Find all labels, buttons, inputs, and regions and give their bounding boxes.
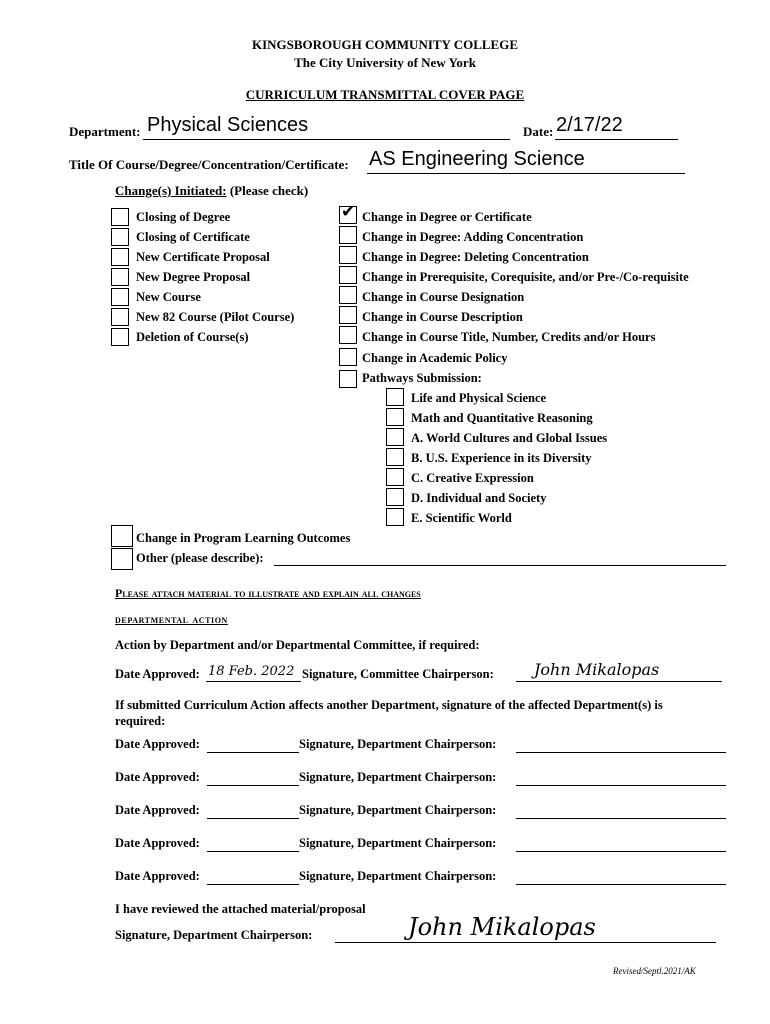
checkbox-adding-concentration[interactable] (339, 226, 357, 244)
approval-date-label: Date Approved: (115, 803, 200, 817)
option-label: A. World Cultures and Global Issues (411, 431, 608, 445)
option-label: Change in Course Description (362, 310, 523, 324)
approval-date-line[interactable] (207, 752, 299, 753)
committee-signature: John Mikalopas (534, 660, 660, 679)
committee-date-label: Date Approved: (115, 667, 200, 681)
other-description-line[interactable] (274, 565, 726, 566)
checkbox-pathway-scientific-world[interactable] (386, 508, 404, 526)
checkbox-pathway-creative[interactable] (386, 468, 404, 486)
checkbox-pathway-world-cultures[interactable] (386, 428, 404, 446)
affected-text-line1: If submitted Curriculum Action affects another Department, signature of the affected Department(s) is (115, 698, 663, 712)
review-signature: John Mikalopas (408, 913, 596, 941)
option-label: Closing of Certificate (136, 230, 250, 244)
checkbox-pathway-us-experience[interactable] (386, 448, 404, 466)
approval-signature-line[interactable] (516, 818, 726, 819)
checkbox-new-course[interactable] (111, 288, 129, 306)
checkbox-pathways-submission[interactable] (339, 370, 357, 388)
departmental-action-line: Action by Department and/or Departmental Committee, if required: (115, 638, 480, 652)
approval-signature-label: Signature, Department Chairperson: (299, 803, 497, 817)
learning-outcomes-label: Change in Program Learning Outcomes (136, 531, 351, 545)
checkbox-learning-outcomes[interactable] (111, 525, 133, 547)
attach-material-note: Please attach material to illustrate and explain all changes (115, 586, 421, 600)
option-label: Change in Prerequisite, Corequisite, and/or Pre-/Co-requisite (362, 270, 689, 284)
checkbox-new-degree[interactable] (111, 268, 129, 286)
checkbox-change-prerequisite[interactable] (339, 266, 357, 284)
checkbox-pathway-life-physical[interactable] (386, 388, 404, 406)
page-title: CURRICULUM TRANSMITTAL COVER PAGE (245, 87, 525, 102)
approval-signature-line[interactable] (516, 851, 726, 852)
department-label: Department: (69, 124, 141, 139)
checkbox-change-academic-policy[interactable] (339, 348, 357, 366)
changes-heading-underlined: Change(s) Initiated: (115, 183, 227, 198)
committee-signature-label: Signature, Committee Chairperson: (302, 667, 494, 681)
option-label: Change in Academic Policy (362, 351, 508, 365)
approval-date-line[interactable] (207, 785, 299, 786)
approval-date-label: Date Approved: (115, 869, 200, 883)
option-label: Pathways Submission: (362, 371, 482, 385)
option-label: E. Scientific World (411, 511, 512, 525)
checkbox-change-description[interactable] (339, 306, 357, 324)
checkbox-pathway-math[interactable] (386, 408, 404, 426)
option-label: Closing of Degree (136, 210, 231, 224)
other-label: Other (please describe): (136, 551, 264, 565)
option-label: D. Individual and Society (411, 491, 547, 505)
option-label: New Course (136, 290, 201, 304)
option-label: Change in Course Designation (362, 290, 525, 304)
departmental-action-heading: departmental action (115, 612, 228, 626)
option-label: C. Creative Expression (411, 471, 534, 485)
revision-footer: Revised/Septl.2021/AK (613, 966, 696, 976)
option-label: New Degree Proposal (136, 270, 251, 284)
option-label: Life and Physical Science (411, 391, 547, 405)
approval-date-label: Date Approved: (115, 836, 200, 850)
university-name: The City University of New York (294, 55, 476, 70)
approval-date-label: Date Approved: (115, 737, 200, 751)
date-value[interactable]: 2/17/22 (556, 114, 623, 136)
checkbox-closing-degree[interactable] (111, 208, 129, 226)
review-statement: I have reviewed the attached material/proposal (115, 902, 366, 916)
committee-signature-line (516, 681, 722, 682)
department-value[interactable]: Physical Sciences (147, 114, 309, 136)
approval-date-line[interactable] (207, 884, 299, 885)
option-label: Change in Degree or Certificate (362, 210, 532, 224)
affected-text-line2: required: (115, 714, 166, 728)
option-label: Change in Course Title, Number, Credits and/or Hours (362, 330, 656, 344)
checkbox-other[interactable] (111, 548, 133, 570)
approval-date-label: Date Approved: (115, 770, 200, 784)
approval-signature-label: Signature, Department Chairperson: (299, 737, 497, 751)
option-label: New 82 Course (Pilot Course) (136, 310, 295, 324)
checkbox-new-certificate[interactable] (111, 248, 129, 266)
college-name: KINGSBOROUGH COMMUNITY COLLEGE (251, 37, 519, 52)
option-label: Change in Degree: Deleting Concentration (362, 250, 589, 264)
title-field-value[interactable]: AS Engineering Science (369, 148, 585, 170)
date-line (555, 139, 678, 140)
department-line (143, 139, 510, 140)
approval-signature-label: Signature, Department Chairperson: (299, 836, 497, 850)
checkbox-pathway-individual-society[interactable] (386, 488, 404, 506)
option-label: Deletion of Course(s) (136, 330, 249, 344)
date-label: Date: (523, 124, 554, 139)
approval-signature-line[interactable] (516, 884, 726, 885)
option-label: New Certificate Proposal (136, 250, 270, 264)
option-label: B. U.S. Experience in its Diversity (411, 451, 592, 465)
changes-heading-note: (Please check) (226, 183, 309, 198)
check-mark-icon: ✔ (341, 202, 356, 222)
review-signature-line (335, 942, 716, 943)
checkbox-new-82-course[interactable] (111, 308, 129, 326)
committee-date-line (206, 681, 301, 682)
changes-heading (115, 183, 308, 199)
approval-date-line[interactable] (207, 851, 299, 852)
approval-signature-line[interactable] (516, 785, 726, 786)
approval-date-line[interactable] (207, 818, 299, 819)
checkbox-deleting-concentration[interactable] (339, 246, 357, 264)
option-label: Math and Quantitative Reasoning (411, 411, 593, 425)
committee-date-value[interactable]: 18 Feb. 2022 (208, 664, 295, 679)
title-field-label: Title Of Course/Degree/Concentration/Certificate: (69, 157, 349, 172)
checkbox-change-designation[interactable] (339, 286, 357, 304)
approval-signature-label: Signature, Department Chairperson: (299, 869, 497, 883)
checkbox-deletion-course[interactable] (111, 328, 129, 346)
review-signature-label: Signature, Department Chairperson: (115, 928, 313, 942)
checkbox-change-degree-certificate[interactable] (339, 202, 357, 224)
option-label: Change in Degree: Adding Concentration (362, 230, 584, 244)
approval-signature-label: Signature, Department Chairperson: (299, 770, 497, 784)
checkbox-change-title-number[interactable] (339, 326, 357, 344)
approval-signature-line[interactable] (516, 752, 726, 753)
checkbox-closing-certificate[interactable] (111, 228, 129, 246)
title-field-line (367, 173, 685, 174)
